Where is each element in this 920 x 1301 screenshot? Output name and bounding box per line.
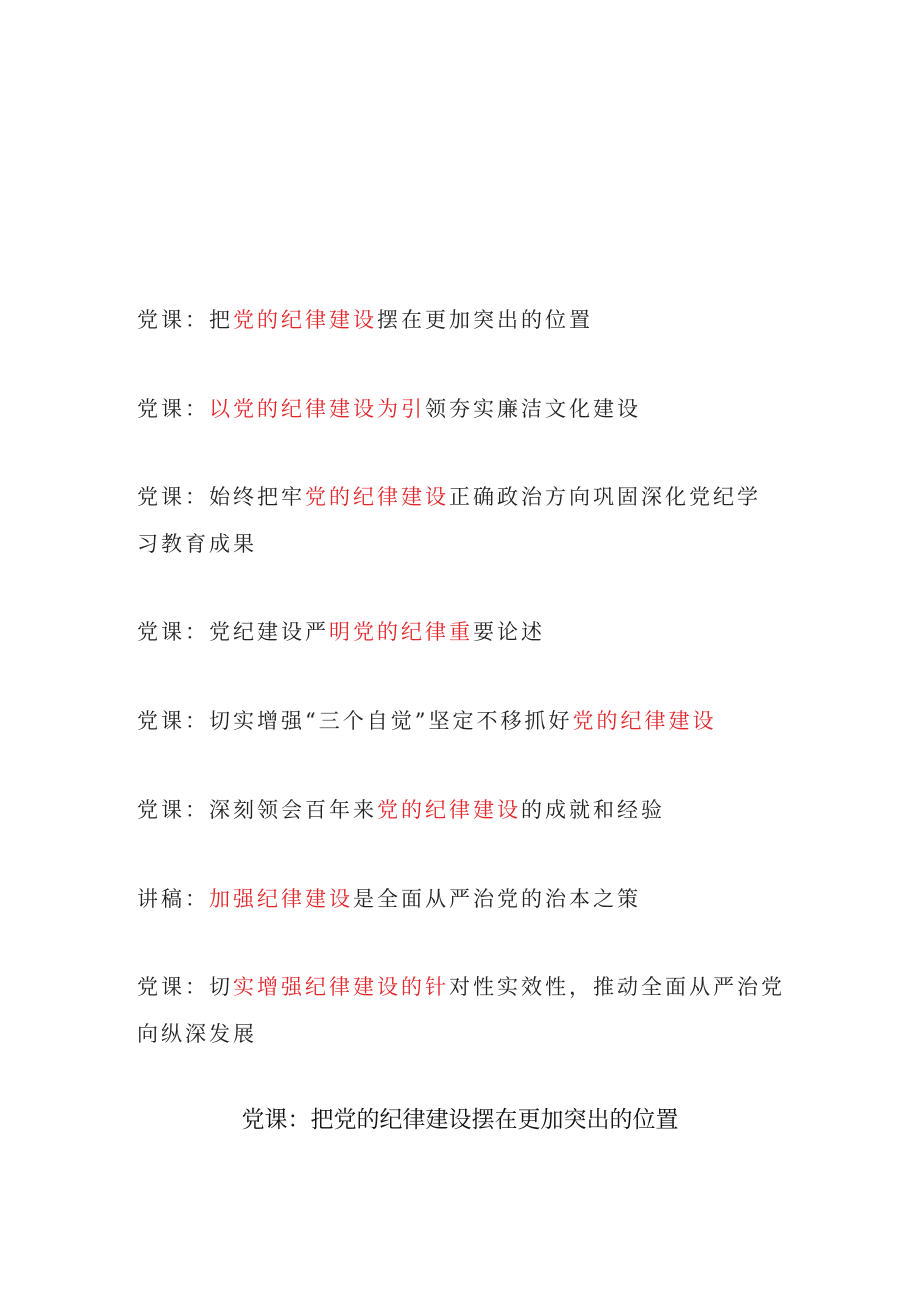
toc-text: 领夯实廉洁文化建设: [425, 397, 641, 421]
toc-text: 党课：: [137, 397, 209, 421]
toc-text: 是全面从严治党的治本之策: [353, 887, 641, 911]
toc-highlight-text: 实增强纪律建设的针: [233, 975, 449, 999]
toc-highlight-text: 加强纪律建设: [209, 887, 353, 911]
toc-text: 党课：深刻领会百年来: [137, 798, 377, 822]
toc-text: 摆在更加突出的位置: [377, 308, 593, 332]
toc-text: 党课：切实增强“三个自觉”坚定不移抓好: [137, 709, 573, 733]
toc-text: 讲稿：: [137, 887, 209, 911]
toc-item-4[interactable]: [137, 609, 787, 656]
toc-item-3[interactable]: [137, 474, 787, 568]
toc-highlight-text: 党的纪律建设: [233, 308, 377, 332]
toc-text: 正确政治方向巩固深化党纪学 习教育成果: [137, 485, 761, 556]
toc-highlight-text: 党的纪律建设: [305, 485, 449, 509]
toc-text: 党课：把: [137, 308, 233, 332]
toc-item-2[interactable]: [137, 386, 787, 433]
toc-item-1[interactable]: [137, 297, 787, 344]
toc-text: 要论述: [473, 620, 545, 644]
toc-item-7[interactable]: [137, 876, 787, 923]
toc-highlight-text: 以党的纪律建设为引: [209, 397, 425, 421]
toc-highlight-text: 明党的纪律重: [329, 620, 473, 644]
toc-item-6[interactable]: [137, 787, 787, 834]
toc-item-5[interactable]: [137, 698, 787, 745]
toc-item-8[interactable]: [137, 964, 787, 1058]
toc-text: 党课：切: [137, 975, 233, 999]
toc-highlight-text: 党的纪律建设: [377, 798, 521, 822]
toc-text: 党课：始终把牢: [137, 485, 305, 509]
toc-highlight-text: 党的纪律建设: [572, 709, 717, 733]
toc-text: 的成就和经验: [521, 798, 665, 822]
document-title: 党课：把党的纪律建设摆在更加突出的位置: [241, 1107, 679, 1133]
toc-text: 党课：党纪建设严: [137, 620, 329, 644]
toc-text: 对性实效性，推动全面从严治党向纵深发展: [137, 975, 785, 1046]
